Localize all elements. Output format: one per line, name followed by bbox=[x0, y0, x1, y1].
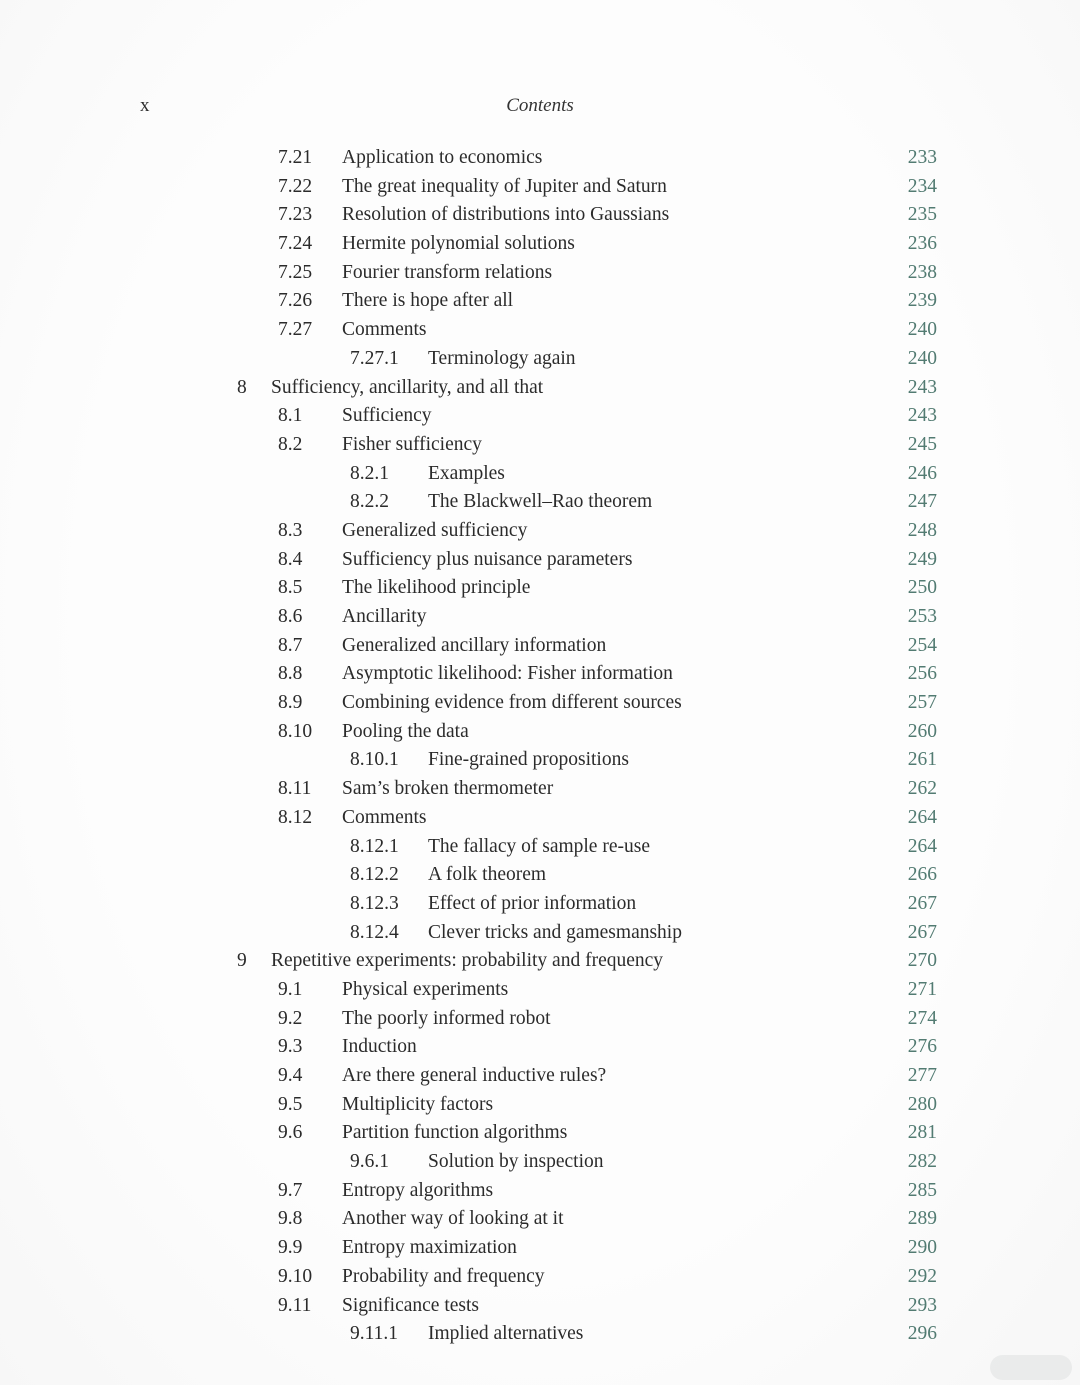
toc-entry-number: 8.12 bbox=[278, 806, 313, 828]
toc-entry bbox=[0, 316, 1080, 345]
toc-entry-title: There is hope after all bbox=[342, 290, 514, 312]
toc-entry bbox=[0, 431, 1080, 460]
toc-entry-title: Entropy maximization bbox=[342, 1237, 517, 1259]
toc-entry-page-number: 276 bbox=[907, 1036, 937, 1058]
toc-entry bbox=[0, 1091, 1080, 1120]
toc-entry-title: Physical experiments bbox=[342, 978, 509, 1000]
toc-list bbox=[0, 144, 1080, 1349]
toc-entry-page-number: 290 bbox=[907, 1237, 937, 1259]
toc-entry bbox=[0, 1234, 1080, 1263]
toc-entry bbox=[0, 546, 1080, 575]
toc-entry-number: 8.7 bbox=[278, 634, 303, 656]
toc-entry-number: 9.3 bbox=[278, 1036, 303, 1058]
toc-entry-page-number: 264 bbox=[907, 806, 937, 828]
toc-entry-page-number: 292 bbox=[907, 1265, 937, 1287]
toc-entry-number: 8.2.1 bbox=[350, 462, 389, 484]
toc-entry-number: 8.12.4 bbox=[350, 921, 399, 943]
toc-entry bbox=[0, 1005, 1080, 1034]
toc-entry-number: 8.2.2 bbox=[350, 491, 389, 513]
toc-entry-title: Pooling the data bbox=[342, 720, 469, 742]
toc-entry-title: The great inequality of Jupiter and Saturn bbox=[342, 175, 667, 197]
toc-entry-title: Partition function algorithms bbox=[342, 1122, 568, 1144]
toc-entry bbox=[0, 1119, 1080, 1148]
toc-entry-title: The poorly informed robot bbox=[342, 1007, 551, 1029]
toc-entry bbox=[0, 1263, 1080, 1292]
toc-entry-page-number: 243 bbox=[907, 405, 937, 427]
toc-entry-page-number: 256 bbox=[907, 663, 937, 685]
toc-entry-number: 9.4 bbox=[278, 1065, 303, 1086]
toc-entry-page-number: 264 bbox=[907, 835, 937, 857]
toc-entry-number: 9.5 bbox=[278, 1093, 303, 1115]
toc-entry-page-number: 254 bbox=[907, 634, 937, 656]
toc-entry-page-number: 267 bbox=[907, 921, 937, 943]
toc-entry-number: 9.11.1 bbox=[350, 1323, 399, 1345]
toc-entry bbox=[0, 603, 1080, 632]
toc-entry-title: Sam’s broken thermometer bbox=[342, 778, 554, 800]
toc-entry-title: Sufficiency plus nuisance parameters bbox=[342, 548, 633, 570]
watermark bbox=[990, 1355, 1072, 1380]
toc-entry-page-number: 246 bbox=[907, 462, 937, 484]
toc-entry-page-number: 243 bbox=[907, 376, 937, 398]
toc-entry-title: Implied alternatives bbox=[428, 1323, 584, 1345]
toc-entry-title: Fourier transform relations bbox=[342, 261, 553, 283]
toc-entry-title: Repetitive experiments: probability and frequency bbox=[271, 950, 664, 972]
toc-entry-page-number: 267 bbox=[907, 892, 937, 914]
toc-entry-number: 8.10 bbox=[278, 720, 313, 742]
toc-entry bbox=[0, 660, 1080, 689]
toc-entry-title: Comments bbox=[342, 319, 427, 341]
toc-entry-number: 8.6 bbox=[278, 606, 303, 627]
toc-entry-title: Another way of looking at it bbox=[342, 1208, 564, 1230]
toc-entry-page-number: 235 bbox=[907, 204, 937, 226]
toc-entry-number: 8.4 bbox=[278, 548, 303, 570]
toc-entry-title: Examples bbox=[428, 462, 505, 484]
toc-entry bbox=[0, 488, 1080, 517]
toc-entry-number: 7.27.1 bbox=[350, 347, 399, 369]
toc-entry bbox=[0, 775, 1080, 804]
toc-entry-title: Sufficiency, ancillarity, and all that bbox=[271, 376, 544, 398]
toc-entry-page-number: 239 bbox=[907, 290, 937, 312]
toc-entry-number: 8.10.1 bbox=[350, 749, 399, 771]
toc-entry-number: 9.6.1 bbox=[350, 1151, 389, 1173]
toc-entry bbox=[0, 402, 1080, 431]
toc-entry-title: Application to economics bbox=[342, 147, 543, 168]
toc-entry-number: 8.9 bbox=[278, 692, 303, 714]
toc-entry-title: Terminology again bbox=[428, 347, 576, 369]
toc-entry-number: 7.27 bbox=[278, 319, 313, 341]
toc-entry-title: Multiplicity factors bbox=[342, 1093, 494, 1115]
toc-entry bbox=[0, 1320, 1080, 1349]
toc-entry-page-number: 233 bbox=[907, 147, 937, 168]
toc-entry-page-number: 262 bbox=[907, 778, 937, 800]
toc-entry-page-number: 270 bbox=[907, 950, 937, 972]
toc-entry-number: 7.23 bbox=[278, 204, 313, 226]
toc-entry-page-number: 245 bbox=[907, 433, 937, 455]
toc-entry-page-number: 274 bbox=[907, 1007, 937, 1029]
toc-entry bbox=[0, 201, 1080, 230]
toc-entry-page-number: 296 bbox=[907, 1323, 937, 1345]
toc-entry bbox=[0, 287, 1080, 316]
toc-entry-title: Ancillarity bbox=[342, 606, 427, 627]
toc-entry-title: The fallacy of sample re-use bbox=[428, 835, 650, 857]
toc-entry-number: 9.9 bbox=[278, 1237, 303, 1259]
toc-entry-page-number: 260 bbox=[907, 720, 937, 742]
toc-entry-page-number: 236 bbox=[907, 233, 937, 255]
toc-entry-page-number: 238 bbox=[907, 261, 937, 283]
toc-entry-page-number: 280 bbox=[907, 1093, 937, 1115]
toc-entry-number: 9.10 bbox=[278, 1265, 313, 1287]
toc-entry bbox=[0, 574, 1080, 603]
toc-entry-page-number: 285 bbox=[907, 1179, 937, 1201]
toc-entry-title: Entropy algorithms bbox=[342, 1179, 494, 1201]
toc-entry bbox=[0, 1177, 1080, 1206]
toc-entry bbox=[0, 230, 1080, 259]
toc-entry-number: 9.8 bbox=[278, 1208, 303, 1230]
toc-entry-page-number: 240 bbox=[907, 347, 937, 369]
toc-entry bbox=[0, 804, 1080, 833]
toc-entry-title: The likelihood principle bbox=[342, 577, 531, 599]
toc-entry-number: 9.6 bbox=[278, 1122, 303, 1144]
toc-entry-page-number: 253 bbox=[907, 606, 937, 627]
toc-entry bbox=[0, 1205, 1080, 1234]
toc-entry bbox=[0, 1062, 1080, 1091]
toc-entry-number: 8.12.2 bbox=[350, 864, 399, 886]
toc-entry-number: 7.24 bbox=[278, 233, 313, 255]
toc-entry-title: Fisher sufficiency bbox=[342, 433, 482, 455]
toc-entry-title: Combining evidence from different sources bbox=[342, 692, 682, 714]
toc-entry-title: Fine-grained propositions bbox=[428, 749, 629, 771]
toc-entry bbox=[0, 718, 1080, 747]
toc-entry bbox=[0, 1292, 1080, 1321]
toc-entry-title: Asymptotic likelihood: Fisher information bbox=[342, 663, 673, 685]
toc-entry-title: Significance tests bbox=[342, 1294, 480, 1316]
toc-entry-page-number: 248 bbox=[907, 519, 937, 541]
toc-entry-title: Are there general inductive rules? bbox=[342, 1065, 607, 1086]
toc-entry-page-number: 240 bbox=[907, 319, 937, 341]
toc-entry-page-number: 247 bbox=[907, 491, 937, 513]
folio-page-number: x bbox=[140, 95, 150, 116]
toc-entry-title: Hermite polynomial solutions bbox=[342, 233, 575, 255]
toc-entry-number: 8.5 bbox=[278, 577, 303, 599]
toc-entry-title: Comments bbox=[342, 806, 427, 828]
toc-entry-page-number: 261 bbox=[907, 749, 937, 771]
toc-entry-page-number: 249 bbox=[907, 548, 937, 570]
toc-entry-page-number: 257 bbox=[907, 692, 937, 714]
toc-entry bbox=[0, 632, 1080, 661]
toc-entry-page-number: 266 bbox=[907, 864, 937, 886]
toc-entry-number: 7.22 bbox=[278, 175, 313, 197]
toc-entry-page-number: 271 bbox=[907, 978, 937, 1000]
toc-entry-page-number: 250 bbox=[907, 577, 937, 599]
toc-entry-page-number: 277 bbox=[907, 1065, 937, 1086]
toc-entry-title: Probability and frequency bbox=[342, 1265, 545, 1287]
page-header bbox=[0, 95, 1080, 125]
toc-entry bbox=[0, 460, 1080, 489]
toc-entry-page-number: 234 bbox=[907, 175, 937, 197]
toc-entry-page-number: 281 bbox=[907, 1122, 937, 1144]
toc-entry bbox=[0, 1033, 1080, 1062]
toc-entry bbox=[0, 947, 1080, 976]
toc-entry-number: 8.11 bbox=[278, 778, 312, 800]
toc-entry-title: The Blackwell–Rao theorem bbox=[428, 491, 653, 513]
toc-entry-number: 9.7 bbox=[278, 1179, 303, 1201]
toc-entry bbox=[0, 890, 1080, 919]
toc-entry-number: 9.11 bbox=[278, 1294, 312, 1316]
toc-entry-title: Sufficiency bbox=[342, 405, 432, 427]
toc-entry-number: 9.2 bbox=[278, 1007, 303, 1029]
running-title: Contents bbox=[506, 95, 574, 116]
toc-entry-number: 8.1 bbox=[278, 405, 303, 427]
toc-entry bbox=[0, 976, 1080, 1005]
toc-entry bbox=[0, 173, 1080, 202]
toc-entry bbox=[0, 833, 1080, 862]
toc-entry bbox=[0, 689, 1080, 718]
toc-entry bbox=[0, 374, 1080, 403]
toc-entry-page-number: 289 bbox=[907, 1208, 937, 1230]
toc-entry-number: 7.21 bbox=[278, 147, 313, 168]
toc-entry-number: 7.25 bbox=[278, 261, 313, 283]
toc-entry bbox=[0, 1148, 1080, 1177]
toc-entry-number: 9 bbox=[237, 950, 247, 972]
toc-entry bbox=[0, 259, 1080, 288]
toc-entry-title: Induction bbox=[342, 1036, 417, 1058]
toc-entry-title: Generalized ancillary information bbox=[342, 634, 607, 656]
toc-entry-title: Solution by inspection bbox=[428, 1151, 604, 1173]
toc-entry-number: 8.3 bbox=[278, 519, 303, 541]
toc-entry-number: 8.12.3 bbox=[350, 892, 399, 914]
toc-entry-title: A folk theorem bbox=[428, 864, 547, 886]
toc-entry bbox=[0, 861, 1080, 890]
toc-entry-title: Clever tricks and gamesmanship bbox=[428, 921, 682, 943]
toc-entry-number: 8.12.1 bbox=[350, 835, 399, 857]
toc-entry bbox=[0, 144, 1080, 173]
toc-entry bbox=[0, 919, 1080, 948]
toc-entry-page-number: 282 bbox=[907, 1151, 937, 1173]
toc-entry-number: 9.1 bbox=[278, 978, 303, 1000]
toc-entry bbox=[0, 746, 1080, 775]
toc-entry-title: Resolution of distributions into Gaussians bbox=[342, 204, 670, 226]
toc-entry-number: 8 bbox=[237, 376, 247, 398]
toc-entry-number: 8.8 bbox=[278, 663, 303, 685]
toc-entry bbox=[0, 345, 1080, 374]
toc-entry bbox=[0, 517, 1080, 546]
toc-entry-number: 8.2 bbox=[278, 433, 303, 455]
toc-entry-number: 7.26 bbox=[278, 290, 313, 312]
toc-entry-title: Effect of prior information bbox=[428, 892, 637, 914]
toc-entry-page-number: 293 bbox=[907, 1294, 937, 1316]
toc-entry-title: Generalized sufficiency bbox=[342, 519, 528, 541]
